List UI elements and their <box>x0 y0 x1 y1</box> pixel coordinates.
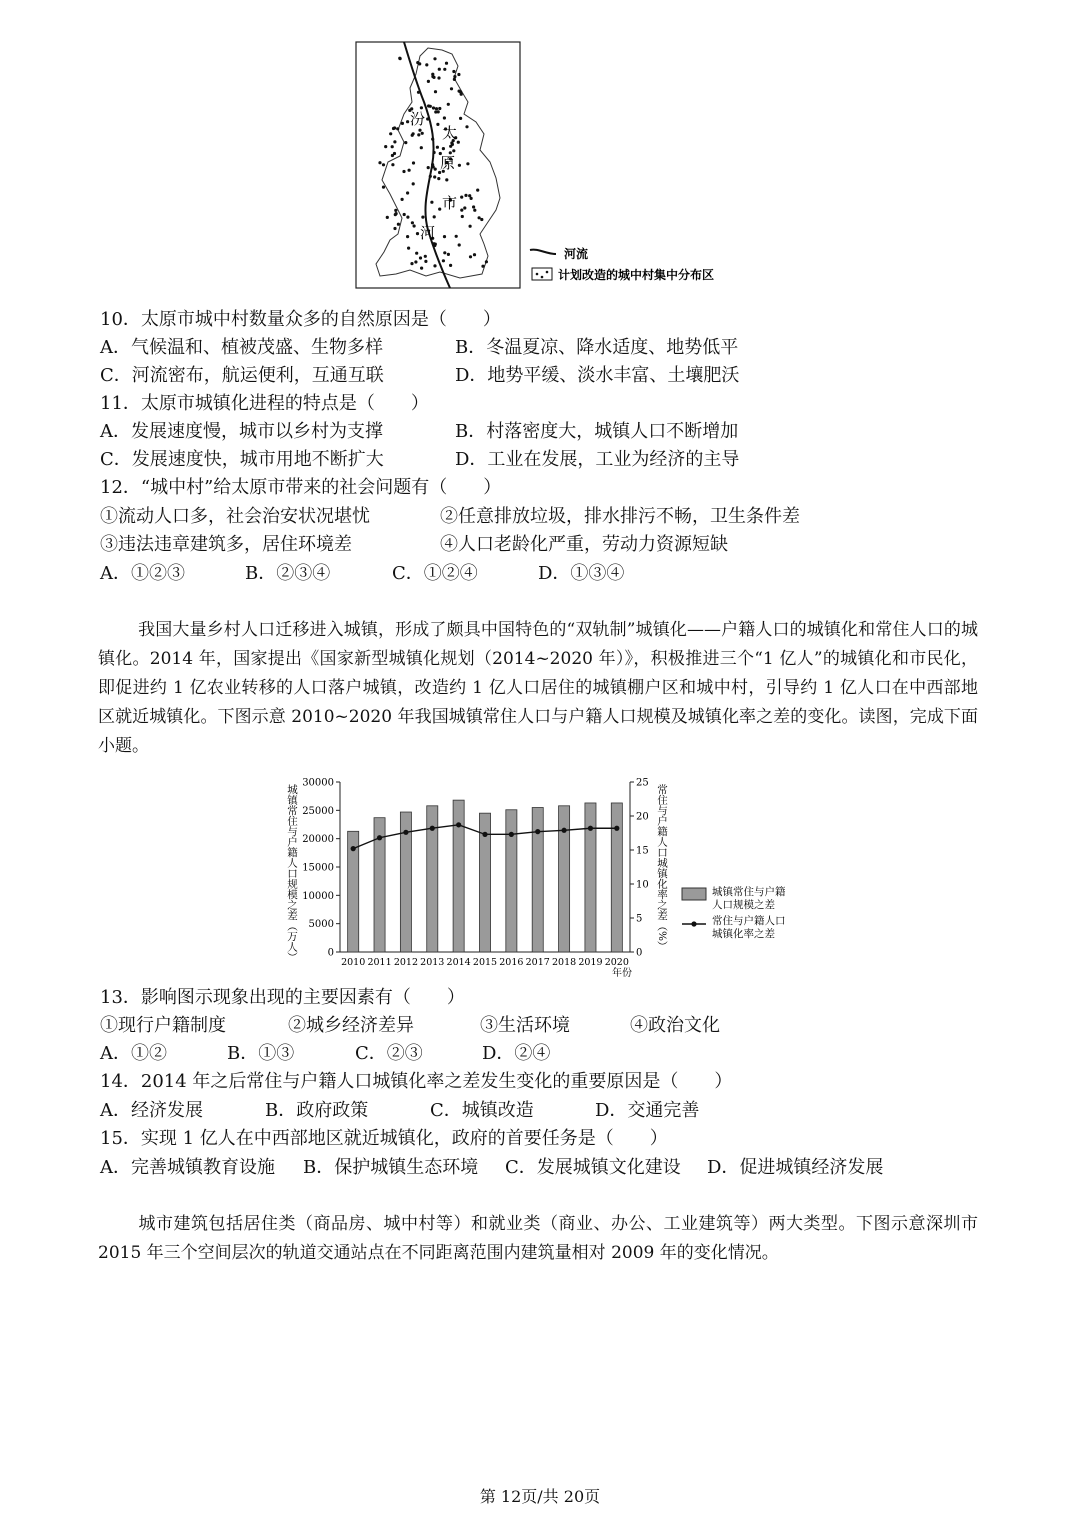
left-tick-label: 0 <box>327 947 334 959</box>
village-dot <box>418 62 421 65</box>
village-dot <box>473 209 476 212</box>
q13-statement-2: ②城乡经济差异 <box>288 1015 414 1036</box>
village-dot <box>434 110 437 113</box>
village-dot <box>434 168 437 171</box>
village-dot <box>382 186 385 189</box>
q11-option-a[interactable]: A．发展速度慢，城市以乡村为支撑 <box>100 421 383 442</box>
village-dot <box>415 252 418 255</box>
village-dot <box>450 87 453 90</box>
village-dot <box>431 75 434 78</box>
village-dot <box>396 127 399 130</box>
x-tick-label: 2020 <box>604 957 629 968</box>
q12-stem: 12．“城中村”给太原市带来的社会问题有（ ） <box>100 477 502 498</box>
village-dot <box>407 247 410 250</box>
right-tick-label: 10 <box>636 879 649 891</box>
legend-line-label-2: 城镇化率之差 <box>712 928 775 940</box>
village-dot <box>455 235 458 238</box>
village-dot <box>461 215 464 218</box>
village-dot <box>433 175 436 178</box>
village-dot <box>418 129 421 132</box>
village-dot <box>429 105 432 108</box>
village-dot <box>447 103 450 106</box>
rate-point-2018 <box>561 828 566 833</box>
village-dot <box>437 76 440 79</box>
q14-option-d[interactable]: D．交通完善 <box>595 1100 700 1121</box>
q12-option-a[interactable]: A．①②③ <box>100 563 185 584</box>
x-tick-label: 2019 <box>578 957 603 968</box>
map-label-fen: 汾 <box>410 110 426 128</box>
q11-option-c[interactable]: C．发展速度快，城市用地不断扩大 <box>100 449 384 470</box>
village-dot <box>424 260 427 263</box>
x-tick-label: 2015 <box>472 957 498 968</box>
village-dot <box>412 161 415 164</box>
village-dot <box>449 264 452 267</box>
passage-shenzhen: 城市建筑包括居住类（商品房、城中村等）和就业类（商业、办公、工业建筑等）两大类型。下图示意深圳市 2015 年三个空间层次的轨道交通站点在不同距离范围内建筑量相对 2009 年的变化情况。 <box>98 1214 978 1263</box>
village-dot <box>468 194 471 197</box>
village-dot <box>465 125 468 128</box>
q10-option-d[interactable]: D．地势平缓、淡水丰富、土壤肥沃 <box>455 365 740 386</box>
village-dot <box>406 235 409 238</box>
village-dot <box>459 117 462 120</box>
village-dot <box>413 224 416 227</box>
q12-option-d[interactable]: D．①③④ <box>538 563 625 584</box>
map-label-yuan: 原 <box>440 154 456 172</box>
village-dot <box>417 91 420 94</box>
village-dot <box>443 251 446 254</box>
village-dot <box>419 256 422 259</box>
map-label-tai: 太 <box>442 124 458 142</box>
village-dot <box>420 106 423 109</box>
q13-option-a[interactable]: A．①② <box>100 1043 167 1064</box>
map-label-shi: 市 <box>442 194 458 212</box>
village-dot <box>416 232 419 235</box>
legend-bar-swatch <box>682 888 706 900</box>
q10-option-b[interactable]: B．冬温夏凉、降水适度、地势低平 <box>455 337 739 358</box>
village-dot <box>393 227 396 230</box>
village-dot <box>430 201 433 204</box>
village-dot <box>401 198 404 201</box>
village-dot <box>481 265 484 268</box>
village-dot <box>392 127 395 130</box>
left-tick-label: 10000 <box>302 890 334 902</box>
bar-2016 <box>506 810 517 952</box>
rate-point-2012 <box>403 830 408 835</box>
q13-option-b[interactable]: B．①③ <box>227 1043 295 1064</box>
village-dot <box>393 140 396 143</box>
rate-point-2020 <box>614 826 619 831</box>
village-dot <box>460 209 463 212</box>
x-tick-label: 2017 <box>525 957 550 968</box>
q10-stem: 10．太原市城中村数量众多的自然原因是（ ） <box>100 309 501 330</box>
village-dot <box>414 260 417 263</box>
village-dot <box>382 163 385 166</box>
village-dot <box>437 177 440 180</box>
village-dot <box>429 175 432 178</box>
village-dot <box>473 253 476 256</box>
village-dot <box>399 57 402 60</box>
q13-statement-1: ①现行户籍制度 <box>100 1015 226 1036</box>
q13-stem: 13．影响图示现象出现的主要因素有（ ） <box>100 987 465 1008</box>
village-dot <box>436 146 439 149</box>
x-axis-label: 年份 <box>612 968 632 979</box>
left-tick-label: 30000 <box>302 777 334 789</box>
village-dot <box>435 107 438 110</box>
village-dot <box>427 80 430 83</box>
rate-point-2011 <box>377 835 382 840</box>
right-axis-label: 常住与户籍人口城镇化率之差（%） <box>656 784 668 952</box>
village-dot <box>395 212 398 215</box>
legend-line-label-1: 常住与户籍人口 <box>712 915 786 927</box>
village-dot <box>432 106 435 109</box>
q12-statement-2: ②任意排放垃圾，排水排污不畅，卫生条件差 <box>440 506 800 527</box>
q13-statement-4: ④政治文化 <box>630 1015 720 1036</box>
village-dot <box>472 205 475 208</box>
bar-2020 <box>611 803 622 952</box>
village-dot <box>431 163 434 166</box>
village-dot <box>447 253 450 256</box>
village-dot <box>386 216 389 219</box>
rate-point-2016 <box>509 832 514 837</box>
village-dot <box>401 122 404 125</box>
q13-option-d[interactable]: D．②④ <box>482 1043 551 1064</box>
village-dot <box>434 90 437 93</box>
village-dot <box>470 197 473 200</box>
right-tick-label: 5 <box>636 913 643 925</box>
map-label-he: 河 <box>420 224 436 242</box>
legend-line-marker <box>691 921 696 926</box>
village-dot <box>458 90 461 93</box>
village-dot <box>436 123 439 126</box>
rate-point-2013 <box>430 826 435 831</box>
village-dot <box>424 255 427 258</box>
q14-option-a[interactable]: A．经济发展 <box>100 1100 203 1121</box>
village-dot <box>397 223 400 226</box>
village-dot <box>431 138 434 141</box>
village-dot <box>452 149 455 152</box>
left-tick-label: 20000 <box>302 834 334 846</box>
village-dot <box>411 221 414 224</box>
village-dot <box>433 57 436 60</box>
q12-option-b[interactable]: B．②③④ <box>245 563 331 584</box>
village-dot <box>434 243 437 246</box>
legend-village-label: 计划改造的城中村集中分布区 <box>558 268 715 282</box>
x-tick-label: 2011 <box>367 957 392 968</box>
rate-point-2010 <box>351 846 356 851</box>
village-dot <box>421 132 424 135</box>
q10-option-c[interactable]: C．河流密布，航运便利，互通互联 <box>100 365 384 386</box>
village-dot <box>433 151 436 154</box>
village-dot <box>404 141 407 144</box>
village-dot <box>420 267 423 270</box>
village-dot <box>394 209 397 212</box>
village-dot <box>389 132 392 135</box>
village-dot <box>443 235 446 238</box>
left-tick-label: 15000 <box>302 862 334 874</box>
village-dot <box>402 170 405 173</box>
village-dot <box>438 208 441 211</box>
q14-option-c[interactable]: C．城镇改造 <box>430 1100 534 1121</box>
village-dot <box>469 225 472 228</box>
urbanization-chart <box>280 762 820 984</box>
q14-option-b[interactable]: B．政府政策 <box>265 1100 369 1121</box>
village-dot <box>412 132 415 135</box>
city-boundary <box>376 48 500 278</box>
taiyuan-map-figure <box>350 38 750 294</box>
village-dot <box>433 264 436 267</box>
q14-stem: 14．2014 年之后常住与户籍人口城镇化率之差发生变化的重要原因是（ ） <box>100 1071 733 1092</box>
q15-option-c[interactable]: C．发展城镇文化建设 <box>505 1157 681 1178</box>
village-dot <box>421 216 424 219</box>
q12-option-c[interactable]: C．①②④ <box>392 563 478 584</box>
village-dot <box>406 120 409 123</box>
q11-option-d[interactable]: D．工业在发展，工业为经济的主导 <box>455 449 740 470</box>
village-dot <box>406 216 409 219</box>
village-dot <box>476 189 479 192</box>
village-dot <box>443 116 446 119</box>
q13-statement-3: ③生活环境 <box>480 1015 570 1036</box>
legend-bar-label-1: 城镇常住与户籍 <box>712 886 786 898</box>
legend-river-symbol <box>530 250 556 254</box>
village-dot <box>460 196 463 199</box>
left-tick-label: 25000 <box>302 805 334 817</box>
village-dot <box>466 162 469 165</box>
village-dot <box>426 117 429 120</box>
village-dot <box>452 70 455 73</box>
legend-river-label: 河流 <box>564 247 589 261</box>
left-axis-label: 城镇常住与户籍人口规模之差（万人） <box>286 784 298 963</box>
bar-2019 <box>585 803 596 952</box>
x-tick-label: 2018 <box>551 957 577 968</box>
q15-option-d[interactable]: D．促进城镇经济发展 <box>707 1157 884 1178</box>
village-dot <box>410 262 413 265</box>
q12-statement-3: ③违法违章建筑多，居住环境差 <box>100 534 352 555</box>
x-tick-label: 2010 <box>341 957 366 968</box>
right-tick-label: 20 <box>636 811 649 823</box>
village-dot <box>438 68 441 71</box>
village-dot <box>427 166 430 169</box>
village-dot <box>480 218 483 221</box>
rate-point-2019 <box>588 826 593 831</box>
village-dot <box>408 169 411 172</box>
village-dot <box>384 145 387 148</box>
village-dot <box>458 243 461 246</box>
q15-stem: 15．实现 1 亿人在中西部地区就近城镇化，政府的首要任务是（ ） <box>100 1128 668 1149</box>
village-dot <box>443 68 446 71</box>
village-dot <box>453 75 456 78</box>
left-tick-label: 5000 <box>308 919 334 931</box>
q15-option-b[interactable]: B．保护城镇生态环境 <box>303 1157 479 1178</box>
village-dot <box>445 178 448 181</box>
village-dot <box>378 161 381 164</box>
q13-option-c[interactable]: C．②③ <box>355 1043 423 1064</box>
village-dot <box>442 147 445 150</box>
village-dot <box>391 145 394 148</box>
q11-stem: 11．太原市城镇化进程的特点是（ ） <box>100 393 429 414</box>
x-tick-label: 2013 <box>420 957 445 968</box>
village-dot <box>485 260 488 263</box>
village-dot <box>391 154 394 157</box>
village-dot <box>417 133 420 136</box>
village-dot <box>391 163 394 166</box>
q11-option-b[interactable]: B．村落密度大，城镇人口不断增加 <box>455 421 739 442</box>
village-dot <box>445 62 448 65</box>
village-dot <box>442 259 445 262</box>
rate-point-2017 <box>535 829 540 834</box>
village-dot <box>457 141 460 144</box>
village-dot <box>457 73 460 76</box>
x-tick-label: 2014 <box>446 957 471 968</box>
rate-point-2014 <box>456 822 461 827</box>
legend-bar-label-2: 人口规模之差 <box>712 899 775 911</box>
village-dot <box>463 206 466 209</box>
village-dot <box>460 93 463 96</box>
village-dot <box>469 255 472 258</box>
village-dot <box>412 182 415 185</box>
x-tick-label: 2012 <box>393 957 419 968</box>
q12-statement-1: ①流动人口多，社会治安状况堪忧 <box>100 506 370 527</box>
passage-urbanization: 我国大量乡村人口迁移进入城镇，形成了颇具中国特色的“双轨制”城镇化——户籍人口的城镇化和常住人口的城镇化。2014 年，国家提出《国家新型城镇化规划（2014~2020 年）》，积极推进三个“1 亿人”的城镇化和市民化，即促进约 1 亿农业转移的人口落户城镇，改造约 1 亿人口居住的城镇棚户区和城中村，引导约 1 亿人口在中西部地区就近城镇化。下图示意 2010~2020 年我国城镇常住人口与户籍人口规模及城镇化率之差的变化。读图，完成下面小题。 <box>98 620 978 756</box>
x-tick-label: 2016 <box>499 957 524 968</box>
q12-statement-4: ④人口老龄化严重，劳动力资源短缺 <box>440 534 728 555</box>
village-dot <box>425 63 428 66</box>
q10-option-a[interactable]: A．气候温和、植被茂盛、生物多样 <box>100 337 383 358</box>
village-dot <box>453 78 456 81</box>
village-dot <box>438 107 441 110</box>
right-tick-label: 15 <box>636 845 649 857</box>
village-dot <box>433 215 436 218</box>
right-tick-label: 25 <box>636 777 649 789</box>
village-dot <box>478 216 481 219</box>
village-dot <box>406 191 409 194</box>
rate-point-2015 <box>482 832 487 837</box>
right-tick-label: 0 <box>636 947 643 959</box>
village-dot <box>464 194 467 197</box>
page-number: 第 12页/共 20页 <box>479 1487 601 1506</box>
village-dot <box>403 213 406 216</box>
village-dot <box>420 146 423 149</box>
q15-option-a[interactable]: A．完善城镇教育设施 <box>100 1157 275 1178</box>
village-dot <box>458 164 461 167</box>
